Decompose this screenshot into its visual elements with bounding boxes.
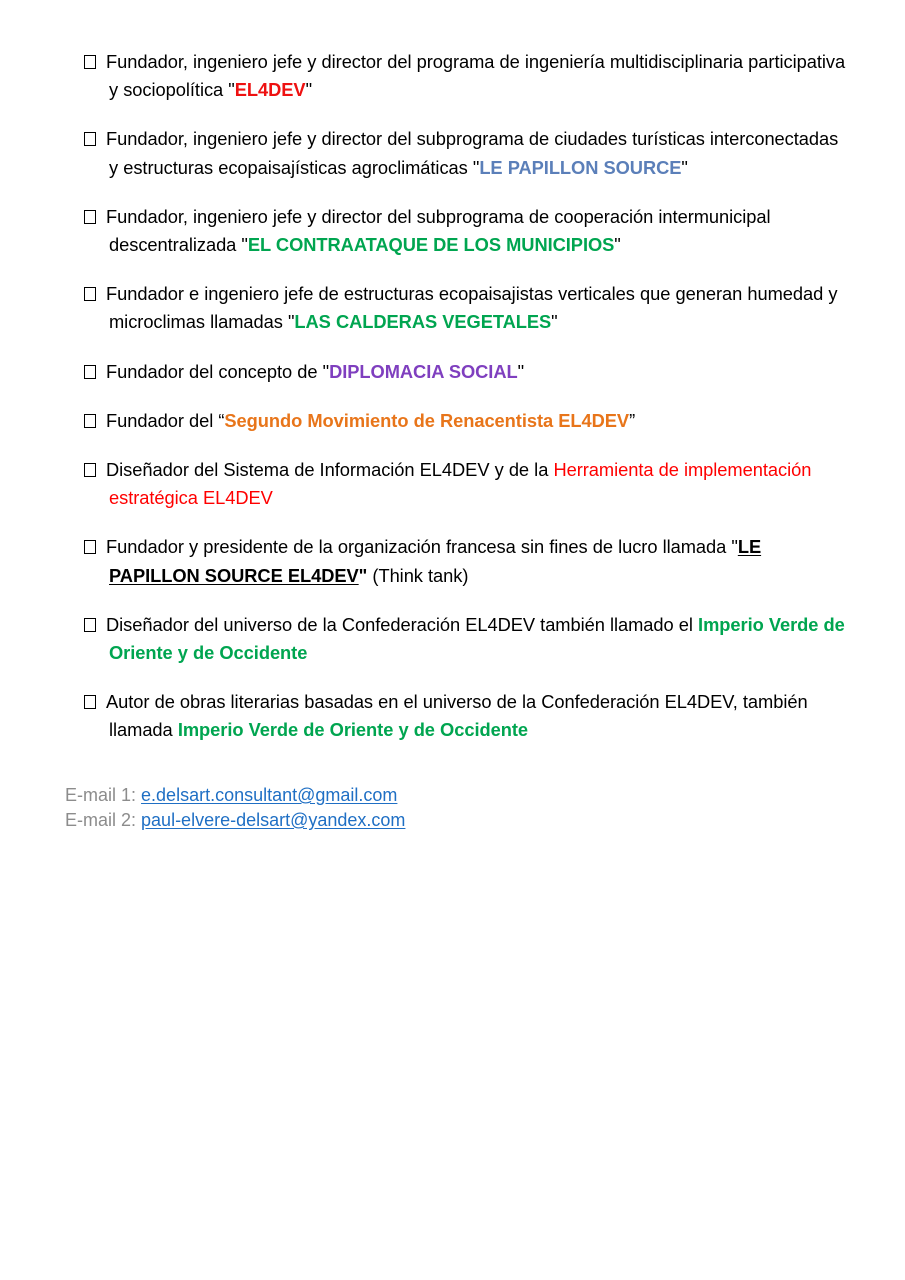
text-run: DIPLOMACIA SOCIAL xyxy=(329,360,518,382)
email-row xyxy=(65,783,850,808)
text-run: Fundador, ingeniero jefe y director del programa de ingeniería multidisciplinaria participativa y sociopolítica " xyxy=(106,51,846,101)
hollow-square-bullet-icon xyxy=(84,55,96,69)
text-run: " xyxy=(305,79,313,101)
text-run: Fundador, ingeniero jefe y director del subprograma de ciudades turísticas interconectadas y estructuras ecopaisajísticas agroclimáticas " xyxy=(106,128,839,178)
text-run: Fundador del concepto de " xyxy=(106,360,330,382)
list-item xyxy=(55,407,850,435)
text-run: " xyxy=(614,234,621,256)
text-run: LAS CALDERAS VEGETALES xyxy=(294,311,552,333)
hollow-square-bullet-icon xyxy=(84,695,96,709)
list-item xyxy=(55,611,850,667)
text-run: (Think tank) xyxy=(367,564,469,586)
hollow-square-bullet-icon xyxy=(84,365,96,379)
text-run: EL CONTRAATAQUE DE LOS MUNICIPIOS xyxy=(247,234,615,256)
text-run: " xyxy=(517,360,525,382)
text-run: " xyxy=(681,156,688,178)
credentials-bullet-list xyxy=(55,48,850,745)
text-run: EL4DEV xyxy=(234,79,306,101)
text-run: " xyxy=(551,311,558,333)
text-run: Fundador y presidente de la organización francesa sin fines de lucro llamada " xyxy=(106,536,738,558)
hollow-square-bullet-icon xyxy=(84,210,96,224)
text-run: Diseñador del universo de la Confederación EL4DEV también llamado el xyxy=(106,613,699,635)
list-item xyxy=(55,688,850,744)
text-run: Segundo Movimiento de Renacentista EL4DEV xyxy=(224,409,630,431)
email-link[interactable]: e.delsart.consultant@gmail.com xyxy=(141,784,398,805)
text-run: Fundador e ingeniero jefe de estructuras ecopaisajistas verticales que generan humedad y microclimas llamadas " xyxy=(106,283,838,333)
email-row xyxy=(65,808,850,833)
hollow-square-bullet-icon xyxy=(84,540,96,554)
list-item xyxy=(55,358,850,386)
email-label: E-mail 1: xyxy=(65,784,137,805)
text-run: Diseñador del Sistema de Información EL4DEV y de la xyxy=(106,459,554,481)
list-item xyxy=(55,280,850,336)
text-run: Fundador, ingeniero jefe y director del subprograma de cooperación intermunicipal descentralizada " xyxy=(106,205,771,256)
text-run: LE PAPILLON SOURCE xyxy=(479,156,682,178)
list-item xyxy=(55,203,850,259)
hollow-square-bullet-icon xyxy=(84,463,96,477)
contact-email-block xyxy=(55,783,850,833)
hollow-square-bullet-icon xyxy=(84,618,96,632)
hollow-square-bullet-icon xyxy=(84,132,96,146)
text-run: " xyxy=(358,564,368,586)
list-item xyxy=(55,533,850,589)
list-item xyxy=(55,48,850,104)
text-run: Autor de obras literarias basadas en el universo de la Confederación EL4DEV, también llamada xyxy=(106,691,808,741)
list-item xyxy=(55,125,850,181)
hollow-square-bullet-icon xyxy=(84,287,96,301)
text-run: LE PAPILLON SOURCE EL4DEV xyxy=(109,536,762,586)
text-run: Imperio Verde de Oriente y de Occidente xyxy=(177,719,528,741)
email-link[interactable]: paul-elvere-delsart@yandex.com xyxy=(141,809,406,830)
text-run: Herramienta de implementación estratégica EL4DEV xyxy=(109,459,812,509)
email-label: E-mail 2: xyxy=(65,809,137,830)
text-run: ” xyxy=(629,409,636,431)
text-run: Fundador del “ xyxy=(106,409,225,431)
text-run: Imperio Verde de Oriente y de Occidente xyxy=(109,613,845,664)
hollow-square-bullet-icon xyxy=(84,414,96,428)
list-item xyxy=(55,456,850,512)
